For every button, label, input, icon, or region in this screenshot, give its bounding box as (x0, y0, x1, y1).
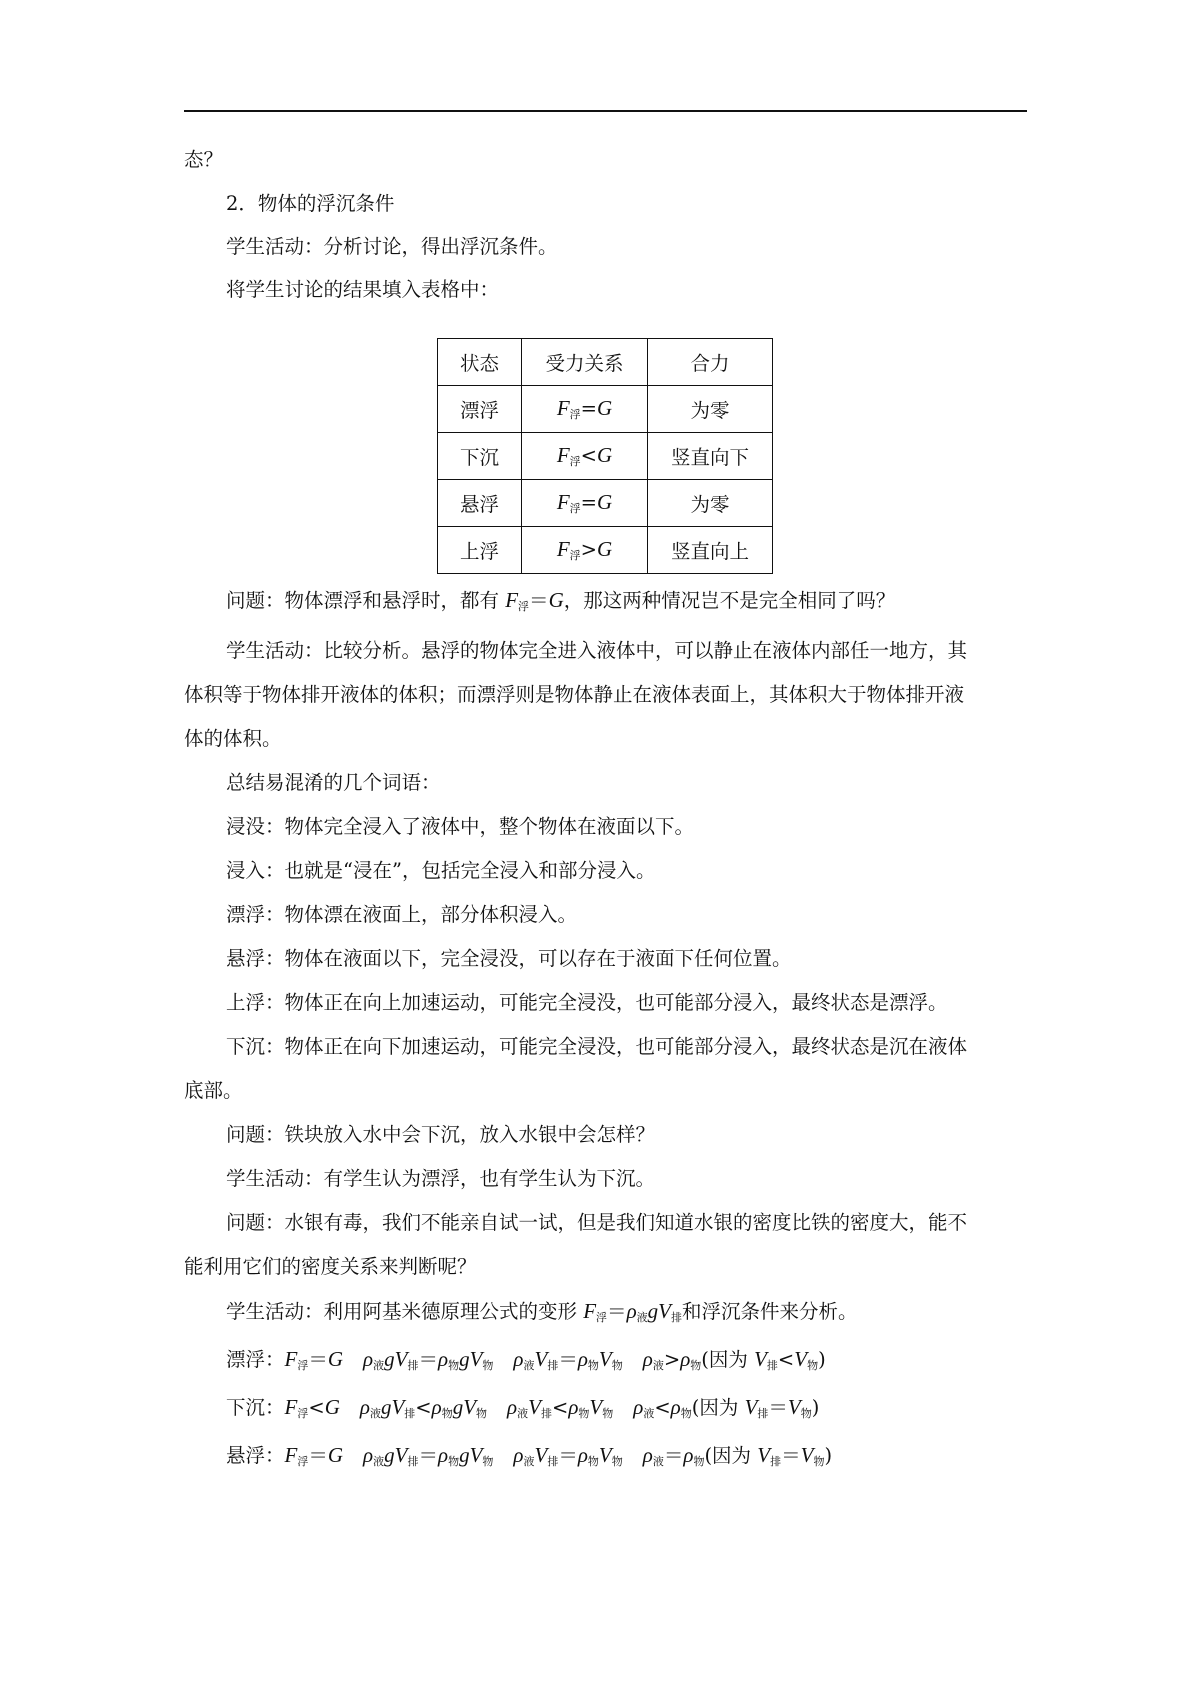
state-cell: 下沉 (438, 433, 522, 480)
table-header-cell: 受力关系 (522, 339, 648, 386)
net-force-cell: 竖直向下 (648, 433, 773, 480)
net-force-cell: 为零 (648, 480, 773, 527)
state-cell: 漂浮 (438, 386, 522, 433)
table-header-row (438, 339, 773, 386)
table-header-cell: 合力 (648, 339, 773, 386)
buoyancy-condition-table (437, 338, 773, 574)
formula-line-float: 漂浮：$F_浮=G$ $\rho_液gV_排=\rho_物gV_物$ $\rho_液V_排=\rho_物V_物$ $\rho_液>\rho_物$(因为 $V_排<V_物$) (226, 1347, 826, 1372)
net-force-cell: 竖直向上 (648, 527, 773, 574)
question-line: 能利用它们的密度关系来判断呢？ (184, 1255, 477, 1278)
question-line: 问题：铁块放入水中会下沉，放入水银中会怎样？ (226, 1123, 656, 1146)
paragraph-line: 学生活动：比较分析。悬浮的物体完全进入液体中，可以静止在液体内部任一地方，其 (226, 639, 968, 662)
question-line: 问题：水银有毒，我们不能亲自试一试，但是我们知道水银的密度比铁的密度大，能不 (226, 1211, 968, 1234)
text-line: 学生活动：有学生认为漂浮，也有学生认为下沉。 (226, 1167, 656, 1190)
text-line: 悬浮：物体在液面以下，完全浸没，可以存在于液面下任何位置。 (226, 947, 792, 970)
question-line: 问题：物体漂浮和悬浮时，都有 $F_浮=G$，那这两种情况岂不是完全相同了吗？ (226, 588, 896, 613)
table-header-cell: 状态 (438, 339, 522, 386)
table-row (438, 433, 773, 480)
table-row (438, 527, 773, 574)
text-line: 浸没：物体完全浸入了液体中，整个物体在液面以下。 (226, 815, 695, 838)
text-line: 下沉：物体正在向下加速运动，可能完全浸没，也可能部分浸入，最终状态是沉在液体 (226, 1035, 968, 1058)
state-cell: 上浮 (438, 527, 522, 574)
formula-line-sink: 下沉：$F_浮<G$ $\rho_液gV_排<\rho_物gV_物$ $\rho_液V_排<\rho_物V_物$ $\rho_液<\rho_物$(因为 $V_排=V_物$) (226, 1395, 820, 1420)
text-line: 上浮：物体正在向上加速运动，可能完全浸没，也可能部分浸入，最终状态是漂浮。 (226, 991, 948, 1014)
force-relation-cell: $F_浮>G$ (522, 527, 648, 574)
force-relation-cell: $F_浮=G$ (522, 480, 648, 527)
text-line: 总结易混淆的几个词语： (226, 771, 441, 794)
section-heading: 2．物体的浮沉条件 (226, 192, 395, 215)
paragraph-line: 体的体积。 (184, 727, 282, 750)
text-line: 将学生讨论的结果填入表格中： (226, 278, 500, 301)
text-line: 底部。 (184, 1079, 243, 1102)
text-line: 浸入：也就是“浸在”，包括完全浸入和部分浸入。 (226, 859, 656, 882)
force-relation-cell: $F_浮<G$ (522, 433, 648, 480)
text-line: 学生活动：分析讨论，得出浮沉条件。 (226, 235, 558, 258)
header-rule (184, 110, 1027, 112)
net-force-cell: 为零 (648, 386, 773, 433)
table-row (438, 386, 773, 433)
paragraph-line: 体积等于物体排开液体的体积；而漂浮则是物体静止在液体表面上，其体积大于物体排开液 (184, 683, 965, 706)
force-relation-cell: $F_浮=G$ (522, 386, 648, 433)
text-line: 漂浮：物体漂在液面上，部分体积浸入。 (226, 903, 578, 926)
text-line: 态？ (184, 148, 224, 171)
table-row (438, 480, 773, 527)
formula-line: 学生活动：利用阿基米德原理公式的变形 $F_浮=\rho_液gV_排$和浮沉条件来分析。 (226, 1299, 858, 1324)
formula-line-suspend: 悬浮：$F_浮=G$ $\rho_液gV_排=\rho_物gV_物$ $\rho_液V_排=\rho_物V_物$ $\rho_液=\rho_物$(因为 $V_排=V_物$) (226, 1443, 833, 1468)
state-cell: 悬浮 (438, 480, 522, 527)
